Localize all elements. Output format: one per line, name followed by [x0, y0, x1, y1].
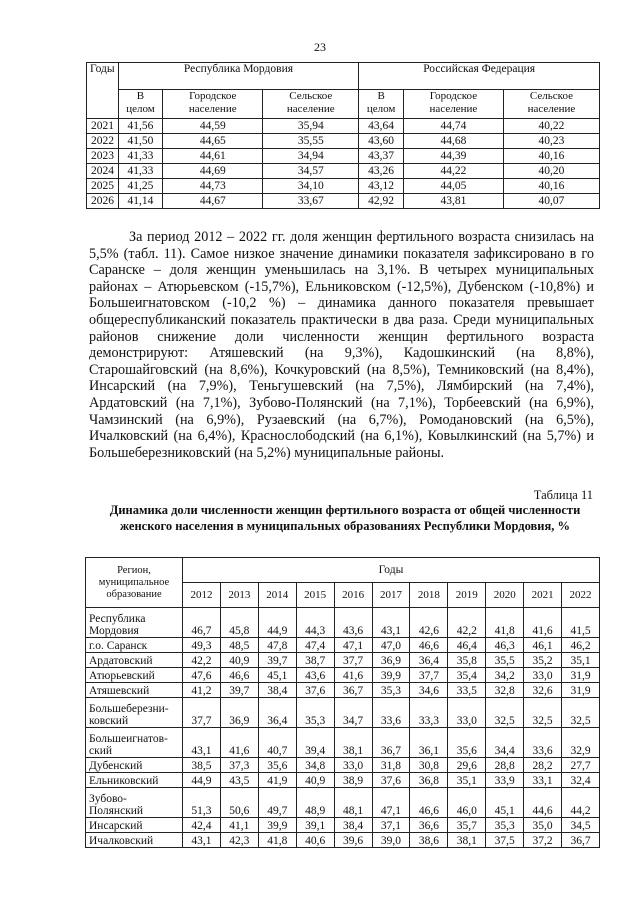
table-cell: 40,9 [220, 653, 258, 668]
table-cell: 36,4 [410, 653, 448, 668]
row-year: 2024 [87, 164, 119, 179]
table-cell: 36,7 [562, 833, 600, 848]
table-cell: 47,6 [183, 668, 221, 683]
table-cell: 35,7 [448, 818, 486, 833]
table-cell: 44,9 [258, 608, 296, 638]
table-cell: 32,6 [524, 683, 562, 698]
table-cell: 34,57 [263, 164, 359, 179]
table-cell: 49,7 [258, 788, 296, 818]
column-header: В целом [359, 90, 404, 119]
table-row [86, 698, 600, 728]
table-cell: 32,5 [562, 698, 600, 728]
table-cell: 42,92 [359, 194, 404, 209]
table-cell: 34,5 [562, 818, 600, 833]
table-cell: 36,8 [410, 773, 448, 788]
table-cell: 35,3 [296, 698, 334, 728]
table-cell: 44,2 [562, 788, 600, 818]
table-cell: 35,6 [448, 728, 486, 758]
table-cell: 44,68 [403, 134, 503, 149]
table-cell: 33,6 [524, 728, 562, 758]
header-region: Регион, муниципальное образование [86, 558, 183, 608]
header-mordovia: Республика Мордовия [118, 63, 359, 90]
table-cell: 37,3 [220, 758, 258, 773]
table-cell: 43,60 [359, 134, 404, 149]
table-cell: 49,3 [183, 638, 221, 653]
table-cell: 41,8 [486, 608, 524, 638]
table-row [86, 683, 600, 698]
table-cell: 31,9 [562, 683, 600, 698]
table-cell: 28,8 [486, 758, 524, 773]
row-region-name: г.о. Саранск [86, 638, 183, 653]
table-cell: 43,5 [220, 773, 258, 788]
table-cell: 31,8 [372, 758, 410, 773]
table-cell: 37,6 [372, 773, 410, 788]
table-cell: 48,5 [220, 638, 258, 653]
table-cell: 34,8 [296, 758, 334, 773]
table-cell: 42,3 [220, 833, 258, 848]
table-row [86, 833, 600, 848]
table-cell: 27,7 [562, 758, 600, 773]
table-cell: 38,4 [258, 683, 296, 698]
column-header: В целом [118, 90, 163, 119]
year-header: 2013 [220, 583, 258, 608]
table-cell: 44,67 [163, 194, 263, 209]
table-cell: 40,6 [296, 833, 334, 848]
table-cell: 36,7 [372, 728, 410, 758]
table-cell: 45,8 [220, 608, 258, 638]
table-cell: 43,6 [296, 668, 334, 683]
table-cell: 28,2 [524, 758, 562, 773]
table-row [87, 149, 600, 164]
year-header: 2018 [410, 583, 448, 608]
table-cell: 44,74 [403, 119, 503, 134]
table-cell: 43,26 [359, 164, 404, 179]
table-cell: 48,9 [296, 788, 334, 818]
year-header: 2015 [296, 583, 334, 608]
year-header: 2020 [486, 583, 524, 608]
table-cell: 33,0 [524, 668, 562, 683]
row-region-name: Атюрьевский [86, 668, 183, 683]
table-cell: 41,14 [118, 194, 163, 209]
table-title: Динамика доли численности женщин фертильного возраста от общей численности женского населения в муниципальных образованиях Республики Мордовия, % [109, 503, 581, 533]
table-cell: 35,0 [524, 818, 562, 833]
table-cell: 33,0 [448, 698, 486, 728]
table-cell: 37,2 [524, 833, 562, 848]
table-cell: 44,39 [403, 149, 503, 164]
table-cell: 47,1 [372, 788, 410, 818]
column-header: Сельское население [263, 90, 359, 119]
row-region-name: Дубенский [86, 758, 183, 773]
table-cell: 36,1 [410, 728, 448, 758]
table-cell: 46,6 [220, 668, 258, 683]
table-cell: 34,6 [410, 683, 448, 698]
table-cell: 44,73 [163, 179, 263, 194]
table-cell: 35,94 [263, 119, 359, 134]
table-cell: 40,20 [503, 164, 599, 179]
table-cell: 37,6 [296, 683, 334, 698]
table-cell: 45,1 [486, 788, 524, 818]
table-cell: 34,10 [263, 179, 359, 194]
table-row [86, 728, 600, 758]
table-row [86, 653, 600, 668]
table-cell: 32,4 [562, 773, 600, 788]
table-cell: 44,59 [163, 119, 263, 134]
table-cell: 44,22 [403, 164, 503, 179]
table-row [86, 773, 600, 788]
table-cell: 31,9 [562, 668, 600, 683]
table-cell: 40,22 [503, 119, 599, 134]
table-cell: 41,8 [258, 833, 296, 848]
year-header: 2022 [562, 583, 600, 608]
table-row [87, 134, 600, 149]
table-cell: 43,37 [359, 149, 404, 164]
row-region-name: Инсарский [86, 818, 183, 833]
year-header: 2012 [183, 583, 221, 608]
table-cell: 47,8 [258, 638, 296, 653]
table-cell: 43,1 [183, 833, 221, 848]
table-cell: 44,65 [163, 134, 263, 149]
table-cell: 39,9 [258, 818, 296, 833]
table-cell: 41,2 [183, 683, 221, 698]
table-cell: 30,8 [410, 758, 448, 773]
table-cell: 32,5 [486, 698, 524, 728]
table-cell: 40,9 [296, 773, 334, 788]
column-header: Сельское население [503, 90, 599, 119]
table-cell: 35,6 [258, 758, 296, 773]
row-year: 2022 [87, 134, 119, 149]
table-cell: 38,5 [183, 758, 221, 773]
year-header: 2016 [334, 583, 372, 608]
table-cell: 41,6 [524, 608, 562, 638]
table-cell: 50,6 [220, 788, 258, 818]
table-cell: 46,1 [524, 638, 562, 653]
table-cell: 32,9 [562, 728, 600, 758]
table-cell: 37,1 [372, 818, 410, 833]
table-cell: 42,4 [183, 818, 221, 833]
body-paragraph: За период 2012 – 2022 гг. доля женщин фертильного возраста снизилась на 5,5% (табл. 11). Самое низкое значение динамики показателя зафиксировано в го Саранске – доля женщин уменьшилась на 3,1%. В четырех муниципальных районах – Атюрьевском (-15,7%), Ельниковском (-12,5%), Дубенском (-10,8%) и Большеигнатовском (-10,2 %) – динамика данного показателя превышает общереспубликанский показатель практически в два раза. Среди муниципальных районов снижение доли численности женщин фертильного возраста демонстрируют: Атяшевский (на 9,3%), Кадошкинский (на 8,8%), Старошайговский (на 8,6%), Кочкуровский (на 8,5%), Темниковский (на 8,4%), Инсарский (на 7,9%), Теньгушевский (на 7,5%), Лямбирский (на 7,4%), Ардатовский (на 7,1%), Зубово-Полянский (на 7,1%), Торбеевский (на 6,9%), Чамзинский (на 6,9%), Рузаевский (на 6,7%), Ромодановский (на 6,5%), Ичалковский (на 6,4%), Краснослободский (на 6,1%), Ковылкинский (на 5,7%) и Большеберезниковский (на 5,2%) муниципальные районы. [89, 229, 594, 461]
page-number: 23 [314, 40, 326, 54]
year-header: 2017 [372, 583, 410, 608]
table-cell: 39,6 [334, 833, 372, 848]
table-cell: 43,12 [359, 179, 404, 194]
table-cell: 34,2 [486, 668, 524, 683]
table-cell: 42,2 [183, 653, 221, 668]
table-cell: 44,9 [183, 773, 221, 788]
table-cell: 41,6 [220, 728, 258, 758]
table-cell: 41,25 [118, 179, 163, 194]
table-row [87, 164, 600, 179]
table-cell: 47,1 [334, 638, 372, 653]
table-cell: 35,55 [263, 134, 359, 149]
table-cell: 37,5 [486, 833, 524, 848]
table-cell: 41,33 [118, 149, 163, 164]
table-row [86, 608, 600, 638]
table-fertile-women-forecast [86, 62, 600, 209]
row-year: 2026 [87, 194, 119, 209]
table-cell: 35,8 [448, 653, 486, 668]
table-cell: 35,1 [562, 653, 600, 668]
row-region-name: Ельниковский [86, 773, 183, 788]
table-cell: 44,61 [163, 149, 263, 164]
table-cell: 33,3 [410, 698, 448, 728]
table-cell: 37,7 [183, 698, 221, 728]
table-cell: 46,0 [448, 788, 486, 818]
table-cell: 41,33 [118, 164, 163, 179]
table-cell: 38,7 [296, 653, 334, 668]
table-cell: 43,81 [403, 194, 503, 209]
table-cell: 46,3 [486, 638, 524, 653]
table-cell: 44,3 [296, 608, 334, 638]
table-row [86, 668, 600, 683]
table-cell: 41,5 [562, 608, 600, 638]
table-cell: 39,1 [296, 818, 334, 833]
table-cell: 37,7 [410, 668, 448, 683]
column-header: Городское население [163, 90, 263, 119]
table-cell: 34,94 [263, 149, 359, 164]
table-cell: 38,6 [410, 833, 448, 848]
table-cell: 33,5 [448, 683, 486, 698]
table-cell: 43,64 [359, 119, 404, 134]
row-region-name: Атяшевский [86, 683, 183, 698]
table-municipal-dynamics [85, 557, 600, 848]
year-header: 2019 [448, 583, 486, 608]
row-region-name: Ардатовский [86, 653, 183, 668]
table-cell: 40,7 [258, 728, 296, 758]
row-region-name: Ичалковский [86, 833, 183, 848]
table-row [86, 638, 600, 653]
row-year: 2025 [87, 179, 119, 194]
header-years: Годы [87, 63, 119, 119]
table-cell: 33,1 [524, 773, 562, 788]
table-cell: 46,7 [183, 608, 221, 638]
table-cell: 46,6 [410, 788, 448, 818]
table-cell: 40,16 [503, 149, 599, 164]
table-row [86, 758, 600, 773]
table-cell: 33,67 [263, 194, 359, 209]
table-cell: 40,23 [503, 134, 599, 149]
table-cell: 35,2 [524, 653, 562, 668]
table-cell: 39,0 [372, 833, 410, 848]
table-cell: 32,5 [524, 698, 562, 728]
table-cell: 38,4 [334, 818, 372, 833]
table-cell: 44,6 [524, 788, 562, 818]
table-cell: 38,1 [448, 833, 486, 848]
row-year: 2021 [87, 119, 119, 134]
table-row [87, 194, 600, 209]
table-cell: 44,69 [163, 164, 263, 179]
table-label: Таблица 11 [533, 488, 593, 502]
table-cell: 43,1 [183, 728, 221, 758]
table-cell: 41,56 [118, 119, 163, 134]
table-cell: 46,6 [410, 638, 448, 653]
table-cell: 47,4 [296, 638, 334, 653]
table-cell: 39,4 [296, 728, 334, 758]
table-cell: 43,1 [372, 608, 410, 638]
table-row [86, 788, 600, 818]
table-cell: 35,3 [372, 683, 410, 698]
table-cell: 40,16 [503, 179, 599, 194]
year-header: 2014 [258, 583, 296, 608]
table-cell: 41,1 [220, 818, 258, 833]
table-cell: 44,05 [403, 179, 503, 194]
table-cell: 33,6 [372, 698, 410, 728]
table-cell: 36,6 [410, 818, 448, 833]
table-cell: 34,7 [334, 698, 372, 728]
row-region-name: Зубово-Полянский [86, 788, 183, 818]
table-cell: 34,4 [486, 728, 524, 758]
table-cell: 36,7 [334, 683, 372, 698]
table-cell: 36,9 [372, 653, 410, 668]
table-cell: 39,7 [258, 653, 296, 668]
table-cell: 35,3 [486, 818, 524, 833]
column-header: Городское население [403, 90, 503, 119]
table-cell: 46,4 [448, 638, 486, 653]
table-cell: 43,6 [334, 608, 372, 638]
table-cell: 42,2 [448, 608, 486, 638]
table-cell: 35,4 [448, 668, 486, 683]
header-russia: Российская Федерация [359, 63, 600, 90]
row-year: 2023 [87, 149, 119, 164]
table-row [87, 179, 600, 194]
table-cell: 41,9 [258, 773, 296, 788]
table-cell: 29,6 [448, 758, 486, 773]
table-row [87, 119, 600, 134]
table-cell: 38,1 [334, 728, 372, 758]
header-years-group: Годы [183, 558, 600, 583]
table-cell: 41,50 [118, 134, 163, 149]
table-cell: 39,9 [372, 668, 410, 683]
table-cell: 33,0 [334, 758, 372, 773]
row-region-name: Большеберезни-ковский [86, 698, 183, 728]
table-cell: 39,7 [220, 683, 258, 698]
table-cell: 33,9 [486, 773, 524, 788]
table-cell: 36,9 [220, 698, 258, 728]
table-cell: 35,5 [486, 653, 524, 668]
table-cell: 41,6 [334, 668, 372, 683]
row-region-name: Большеигнатов-ский [86, 728, 183, 758]
table-cell: 40,07 [503, 194, 599, 209]
table-cell: 45,1 [258, 668, 296, 683]
table-cell: 32,8 [486, 683, 524, 698]
table-cell: 35,1 [448, 773, 486, 788]
table-cell: 36,4 [258, 698, 296, 728]
table-cell: 46,2 [562, 638, 600, 653]
table-row [86, 818, 600, 833]
table-cell: 42,6 [410, 608, 448, 638]
table-cell: 37,7 [334, 653, 372, 668]
table-cell: 51,3 [183, 788, 221, 818]
table-cell: 47,0 [372, 638, 410, 653]
table-cell: 38,9 [334, 773, 372, 788]
year-header: 2021 [524, 583, 562, 608]
row-region-name: Республика Мордовия [86, 608, 183, 638]
table-cell: 48,1 [334, 788, 372, 818]
